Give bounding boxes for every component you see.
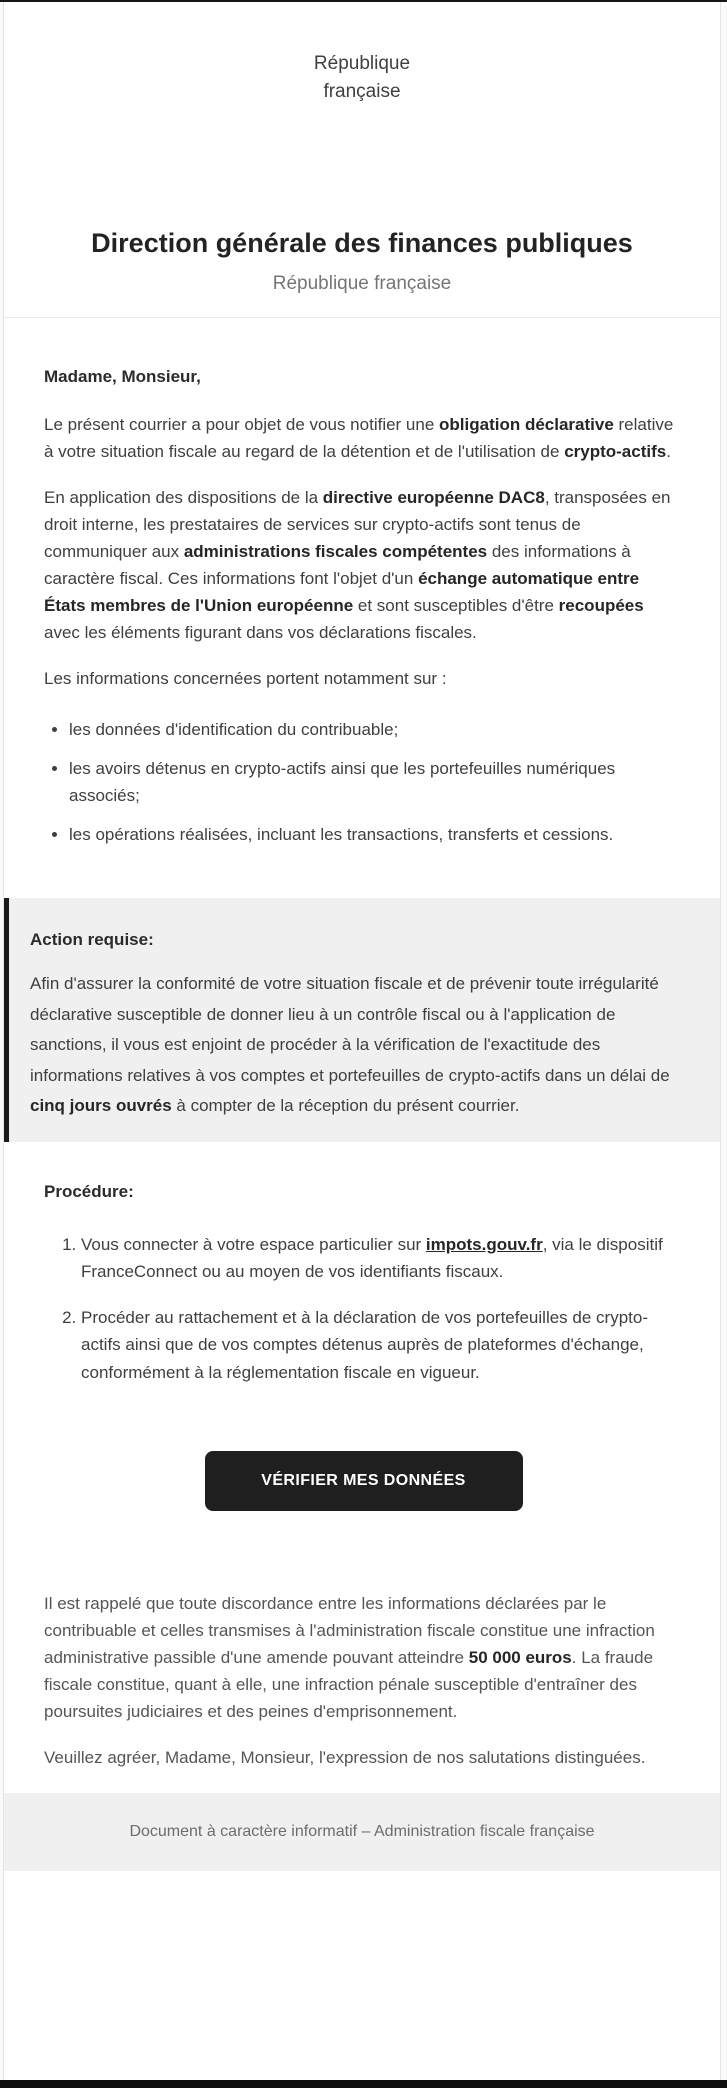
procedure-heading: Procédure:	[44, 1181, 134, 1201]
text-segment: . La fraude fiscale constitue, quant à elle, une infraction pénale susceptible d'entraîner des poursuites judiciaires et des peines d'emprisonnement.	[44, 1648, 654, 1721]
text-segment: avec les éléments figurant dans vos déclarations fiscales.	[44, 623, 477, 642]
bold-text: directive européenne DAC8	[322, 488, 545, 507]
procedure-section	[4, 1178, 720, 1772]
list-item	[69, 716, 683, 743]
letter-card	[3, 0, 721, 2088]
header-divider	[4, 317, 720, 318]
text-segment: des informations à caractère fiscal. Ces informations font l'objet d'un	[44, 542, 631, 588]
text-segment: .	[666, 442, 671, 461]
text-segment: Afin d'assurer la conformité de votre situation fiscale et de prévenir toute irrégularité déclarative susceptible de donner lieu à un contrôle fiscal ou à l'application de sanctions, il vous est enjoint de procéder à la vérification de l'exactitude des informations relatives à vos comptes et portefeuilles de crypto-actifs dans un délai de	[30, 974, 670, 1085]
text-segment: les avoirs détenus en crypto-actifs ainsi que les portefeuilles numériques associés;	[69, 759, 616, 805]
list-item	[69, 755, 683, 809]
paragraph-dac8	[44, 484, 683, 646]
paragraph-intro	[44, 411, 683, 465]
salutation: Madame, Monsieur,	[44, 367, 201, 386]
bold-text: obligation déclarative	[439, 415, 614, 434]
letter-body	[4, 363, 720, 848]
bold-text: échange automatique entre États membres de l'Union européenne	[44, 569, 640, 615]
page-title: Direction générale des finances publiques	[91, 228, 633, 258]
paragraph-warning	[44, 1590, 683, 1725]
text-segment: Le présent courrier a pour objet de vous notifier une	[44, 415, 440, 434]
text-segment: relative à votre situation fiscale au regard de la détention et de l'utilisation de	[44, 415, 674, 461]
action-required-heading: Action requise:	[30, 930, 154, 949]
impots-gouv-link[interactable]: impots.gouv.fr	[425, 1234, 543, 1254]
footer-note: Document à caractère informatif – Administration fiscale française	[4, 1793, 720, 1871]
action-required-box	[4, 898, 720, 1142]
text-segment: à compter de la réception du présent courrier.	[171, 1096, 520, 1115]
text-segment: Les informations concernées portent notamment sur :	[44, 669, 447, 688]
bold-text: cinq jours ouvrés	[30, 1096, 172, 1115]
bottom-border	[0, 2080, 727, 2088]
verify-data-button[interactable]: VÉRIFIER MES DONNÉES	[205, 1451, 523, 1511]
top-border	[0, 0, 727, 2]
logo-line-1: République	[313, 53, 411, 74]
logo-line-2: française	[323, 81, 401, 102]
paragraph-salutations	[44, 1744, 683, 1771]
information-bullet-list	[44, 716, 683, 848]
text-segment: Il est rappelé que toute discordance entre les informations déclarées par le contribuable et celles transmises à l'administration fiscale constitue une infraction administrative passible d'une amende pouvant atteindre	[44, 1594, 655, 1667]
text-segment: Veuillez agréer, Madame, Monsieur, l'expression de nos salutations distinguées.	[44, 1748, 646, 1767]
action-required-text	[30, 969, 686, 1122]
page-subtitle: République française	[272, 273, 452, 294]
list-item	[69, 821, 683, 848]
republique-francaise-logo	[4, 50, 720, 106]
list-item	[81, 1231, 683, 1286]
procedure-list	[44, 1231, 683, 1387]
text-segment: Vous connecter à votre espace particulier sur	[81, 1234, 426, 1254]
text-segment: En application des dispositions de la	[44, 488, 323, 507]
bold-text: administrations fiscales compétentes	[183, 542, 488, 561]
bold-text: recoupées	[558, 596, 644, 615]
text-segment: et sont susceptibles d'être	[353, 596, 559, 615]
text-segment: Procéder au rattachement et à la déclaration de vos portefeuilles de crypto-actifs ainsi que de vos comptes détenus auprès de plateformes d'échange, conformément à la réglementation fiscale en vigueur.	[81, 1307, 648, 1382]
text-segment: , transposées en droit interne, les prestataires de services sur crypto-actifs sont tenus de communiquer aux	[44, 488, 671, 561]
bold-text: crypto-actifs	[564, 442, 667, 461]
text-segment: les opérations réalisées, incluant les transactions, transferts et cessions.	[69, 825, 614, 844]
text-segment: , via le dispositif FranceConnect ou au moyen de vos identifiants fiscaux.	[81, 1234, 663, 1281]
text-segment: les données d'identification du contribuable;	[69, 720, 399, 739]
list-item	[81, 1304, 683, 1387]
paragraph-informations	[44, 665, 683, 692]
bold-text: 50 000 euros	[468, 1648, 572, 1667]
